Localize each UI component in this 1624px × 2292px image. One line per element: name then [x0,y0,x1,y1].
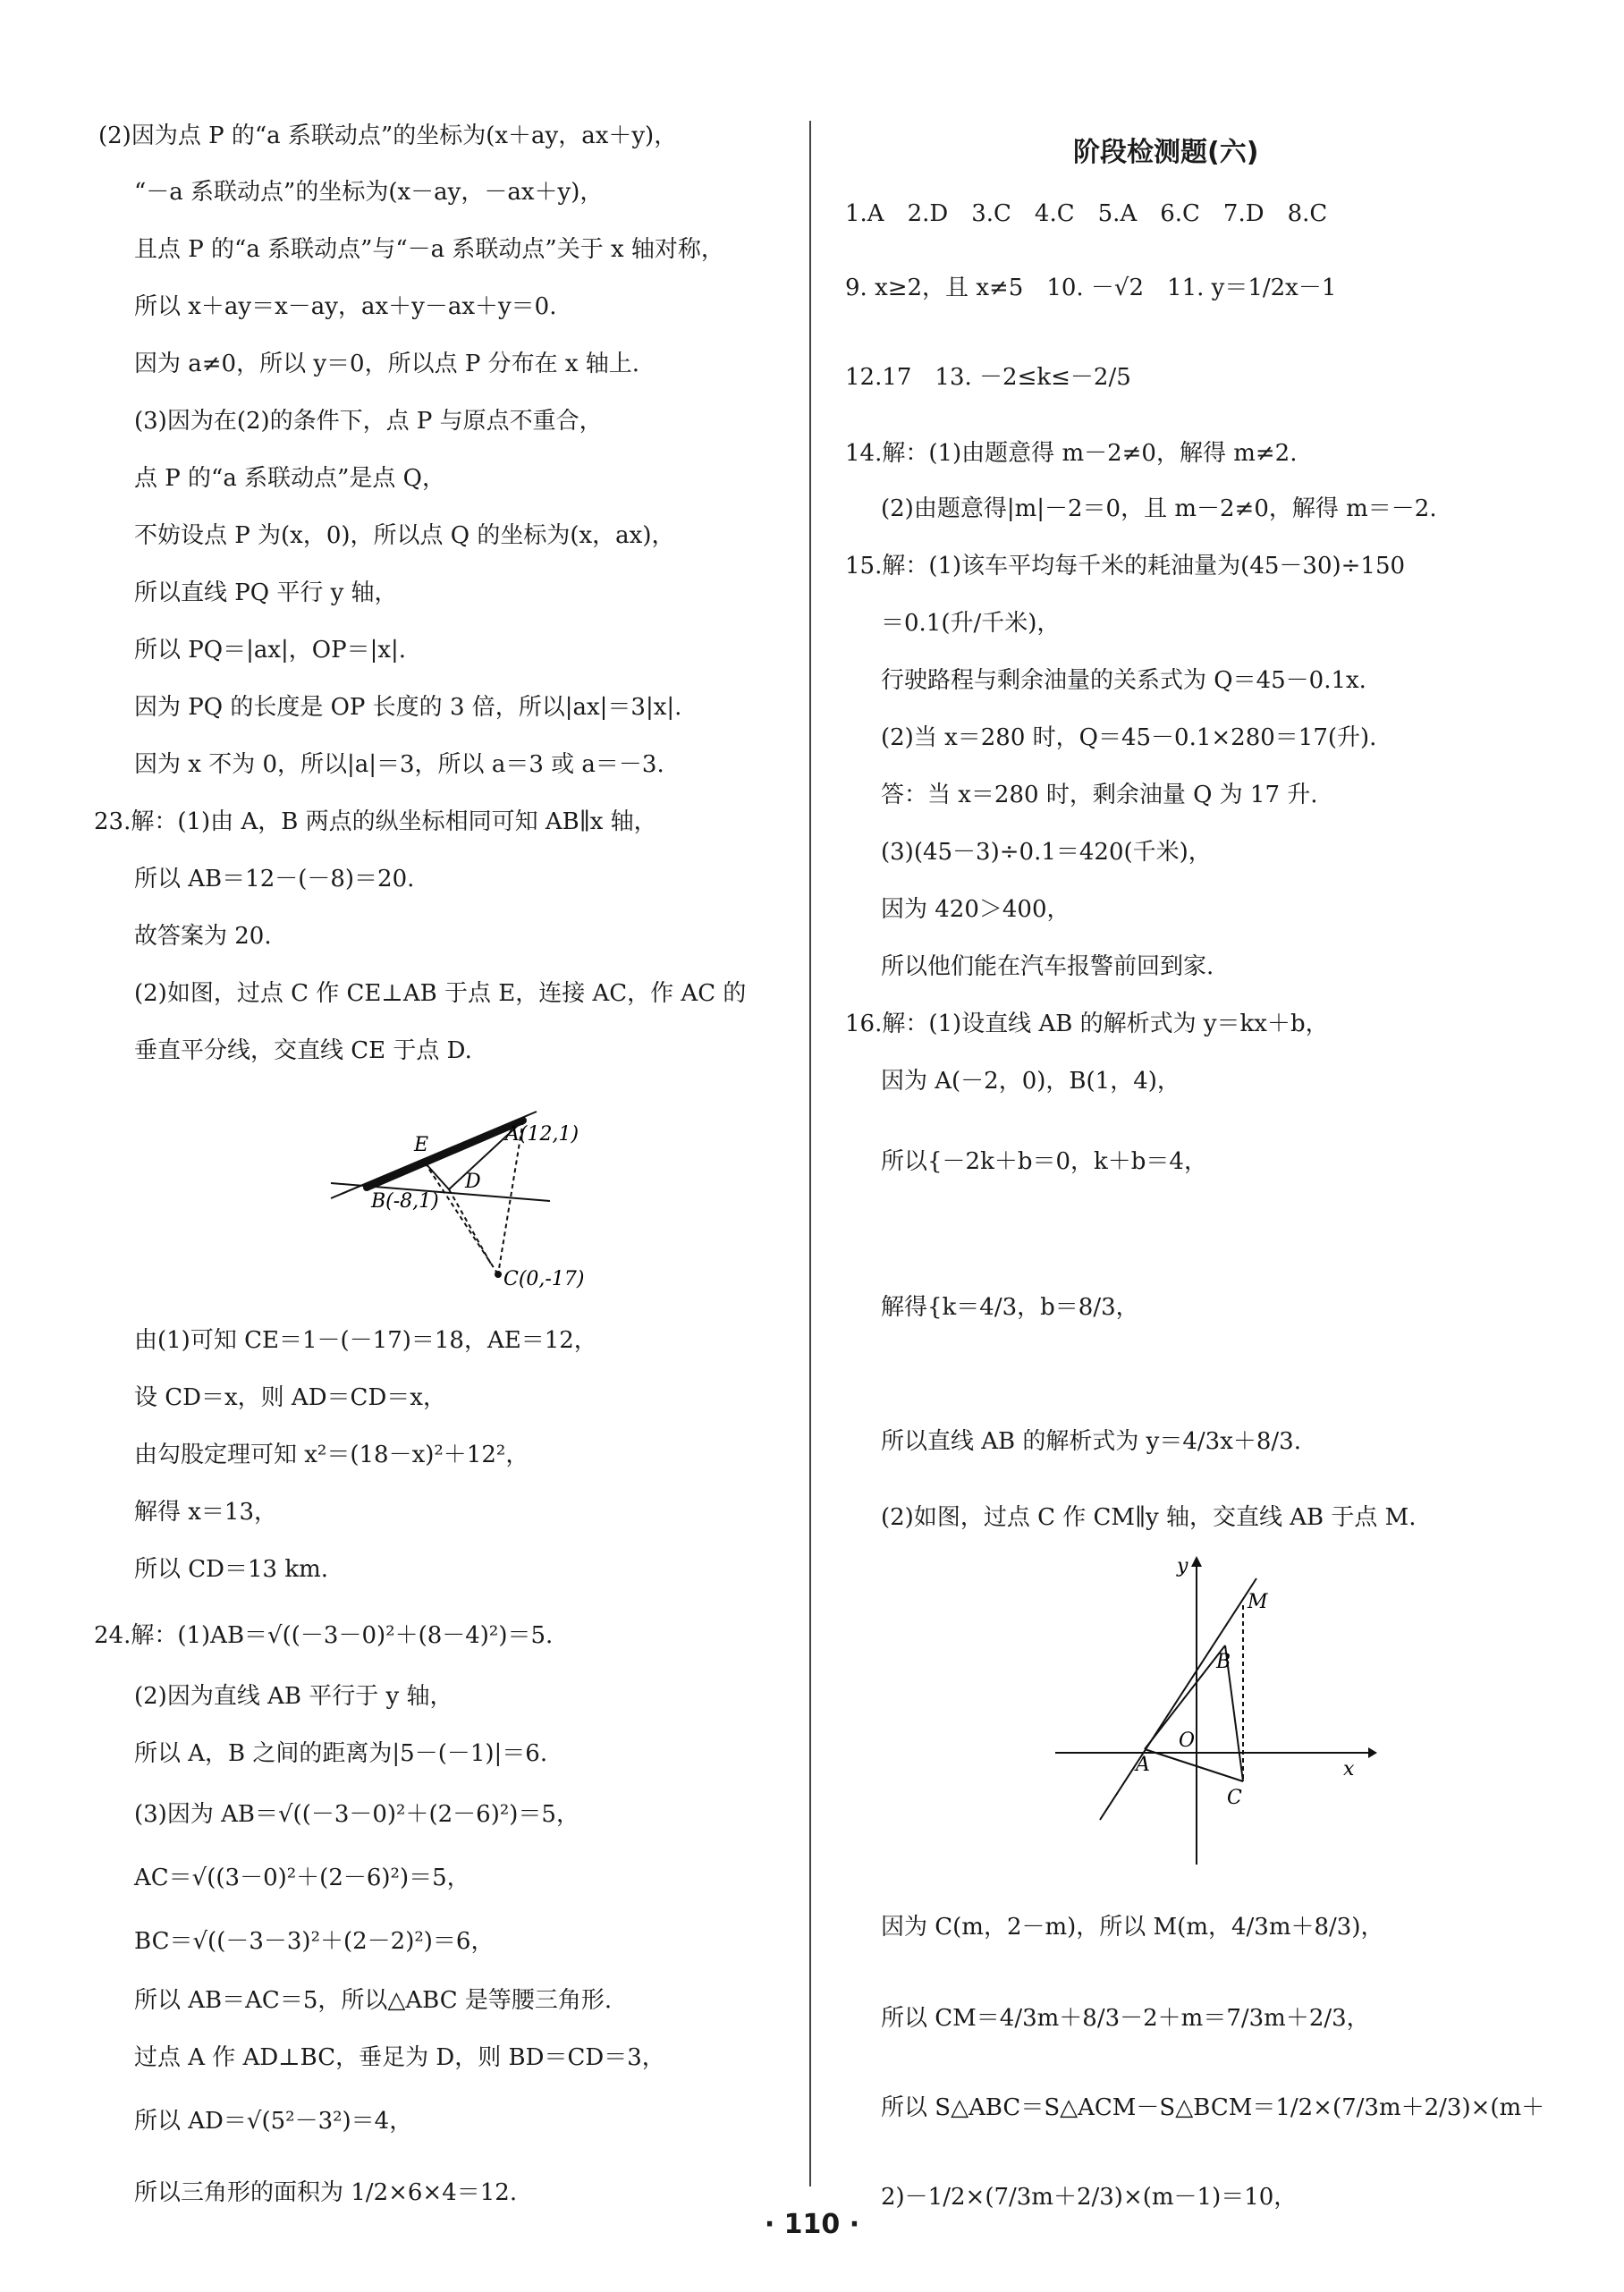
text-line: 所以 A，B 之间的距离为|5－(－1)|＝6. [134,1740,548,1767]
text-line: (3)因为在(2)的条件下，点 P 与原点不重合， [134,408,603,435]
fig1-label-a: A(12,1) [505,1123,579,1146]
text-line: 解得 x＝13， [134,1499,278,1526]
text-line: 所以 AB＝12－(－8)＝20. [134,866,415,892]
fig1-label-b: B(-8,1) [371,1190,439,1213]
fig1-label-c: C(0,-17) [503,1268,585,1290]
text-line: 24.解：(1)AB＝√((－3－0)²＋(8－4)²)＝5. [94,1622,554,1649]
text-line: 因为 a≠0，所以 y＝0，所以点 P 分布在 x 轴上. [134,351,640,377]
fig1-label-e: E [414,1134,429,1156]
text-line: 所以{－2k＋b＝0，k＋b＝4， [881,1148,1207,1175]
text-line: “－a 系联动点”的坐标为(x－ay，－ax＋y)， [134,179,604,206]
text-line: 由(1)可知 CE＝1－(－17)＝18，AE＝12， [134,1327,597,1354]
text-line: (3)因为 AB＝√((－3－0)²＋(2－6)²)＝5， [134,1801,579,1828]
text-line: 所以 AD＝√(5²－3²)＝4， [134,2108,413,2135]
text-line: 所以三角形的面积为 1/2×6×4＝12. [134,2179,518,2206]
text-line: 所以 CM＝4/3m＋8/3－2＋m＝7/3m＋2/3， [881,2005,1370,2032]
text-line: 解得{k＝4/3，b＝8/3， [881,1294,1139,1321]
text-line: 答：当 x＝280 时，剩余油量 Q 为 17 升. [881,782,1318,808]
figure-triangle-ecd [322,1095,626,1306]
text-line: 16.解：(1)设直线 AB 的解析式为 y＝kx＋b， [845,1011,1329,1037]
text-line: BC＝√((－3－3)²＋(2－2)²)＝6， [134,1928,495,1955]
text-line: 9. x≥2，且 x≠5 10. －√2 11. y＝1/2x－1 [845,275,1337,301]
text-line: 所以 x＋ay＝x－ay，ax＋y－ax＋y＝0. [134,293,557,320]
section-title: 阶段检测题(六) [1073,137,1259,168]
text-line: 由勾股定理可知 x²＝(18－x)²＋12²， [134,1442,529,1468]
text-line: (2)当 x＝280 时，Q＝45－0.1×280＝17(升). [881,724,1377,751]
text-line: 故答案为 20. [134,923,272,950]
fig2-label-c: C [1227,1787,1242,1809]
column-divider [809,121,811,2186]
text-line: 不妨设点 P 为(x，0)，所以点 Q 的坐标为(x，ax)， [134,522,675,549]
text-line: (2)如图，过点 C 作 CM∥y 轴，交直线 AB 于点 M. [881,1504,1417,1531]
fig2-label-b: B [1216,1651,1231,1673]
text-line: (2)如图，过点 C 作 CE⊥AB 于点 E，连接 AC，作 AC 的 [134,980,747,1007]
fig2-label-x: x [1343,1758,1355,1780]
text-line: AC＝√((3－0)²＋(2－6)²)＝5， [134,1865,470,1891]
text-line: 垂直平分线，交直线 CE 于点 D. [134,1037,472,1064]
fig2-label-m: M [1248,1591,1268,1613]
text-line: 所以直线 PQ 平行 y 轴， [134,579,398,606]
text-line: (3)(45－3)÷0.1＝420(千米)， [881,839,1212,866]
fig2-label-y: y [1177,1555,1188,1577]
fig2-label-a: A [1136,1754,1150,1776]
text-line: 1.A 2.D 3.C 4.C 5.A 6.C 7.D 8.C [845,200,1328,227]
fig1-label-d: D [465,1171,481,1193]
text-line: 点 P 的“a 系联动点”是点 Q， [134,465,445,492]
text-line: 所以 PQ＝|ax|，OP＝|x|. [134,637,407,664]
text-line: 所以直线 AB 的解析式为 y＝4/3x＋8/3. [881,1428,1301,1455]
text-line: (2)因为直线 AB 平行于 y 轴， [134,1683,453,1710]
fig2-label-o: O [1179,1730,1196,1752]
text-line: 15.解：(1)该车平均每千米的耗油量为(45－30)÷150 [845,553,1406,579]
text-line: 所以他们能在汽车报警前回到家. [881,953,1214,980]
text-line: 因为 C(m，2－m)，所以 M(m，4/3m＋8/3)， [881,1914,1384,1941]
text-line: 设 CD＝x，则 AD＝CD＝x， [134,1384,446,1411]
text-line: 且点 P 的“a 系联动点”与“－a 系联动点”关于 x 轴对称， [134,236,724,263]
text-line: 所以 S△ABC＝S△ACM－S△BCM＝1/2×(7/3m＋2/3)×(m＋ [881,2094,1545,2121]
text-line: 过点 A 作 AD⊥BC，垂足为 D，则 BD＝CD＝3， [134,2044,665,2071]
text-line: 所以 AB＝AC＝5，所以△ABC 是等腰三角形. [134,1987,613,2014]
text-line: (2)因为点 P 的“a 系联动点”的坐标为(x＋ay，ax＋y)， [98,123,678,149]
text-line: 因为 PQ 的长度是 OP 长度的 3 倍，所以|ax|＝3|x|. [134,694,682,721]
page-number: · 110 · [764,2209,860,2240]
text-line: 14.解：(1)由题意得 m－2≠0，解得 m≠2. [845,440,1298,467]
text-line: 2)－1/2×(7/3m＋2/3)×(m－1)＝10， [881,2184,1298,2211]
text-line: 因为 A(－2，0)，B(1，4)， [881,1068,1180,1095]
text-line: 行驶路程与剩余油量的关系式为 Q＝45－0.1x. [881,667,1366,694]
text-line: 因为 420＞400， [881,896,1070,923]
text-line: 所以 CD＝13 km. [134,1556,329,1583]
text-line: 12.17 13. －2≤k≤－2/5 [845,364,1131,391]
text-line: 因为 x 不为 0，所以|a|＝3，所以 a＝3 或 a＝－3. [134,751,664,778]
figure-line-ab-cm [1037,1547,1377,1869]
text-line: 23.解：(1)由 A，B 两点的纵坐标相同可知 AB∥x 轴， [94,808,657,835]
text-line: ＝0.1(升/千米)， [881,610,1061,637]
text-line: (2)由题意得|m|－2＝0，且 m－2≠0，解得 m＝－2. [881,495,1437,522]
